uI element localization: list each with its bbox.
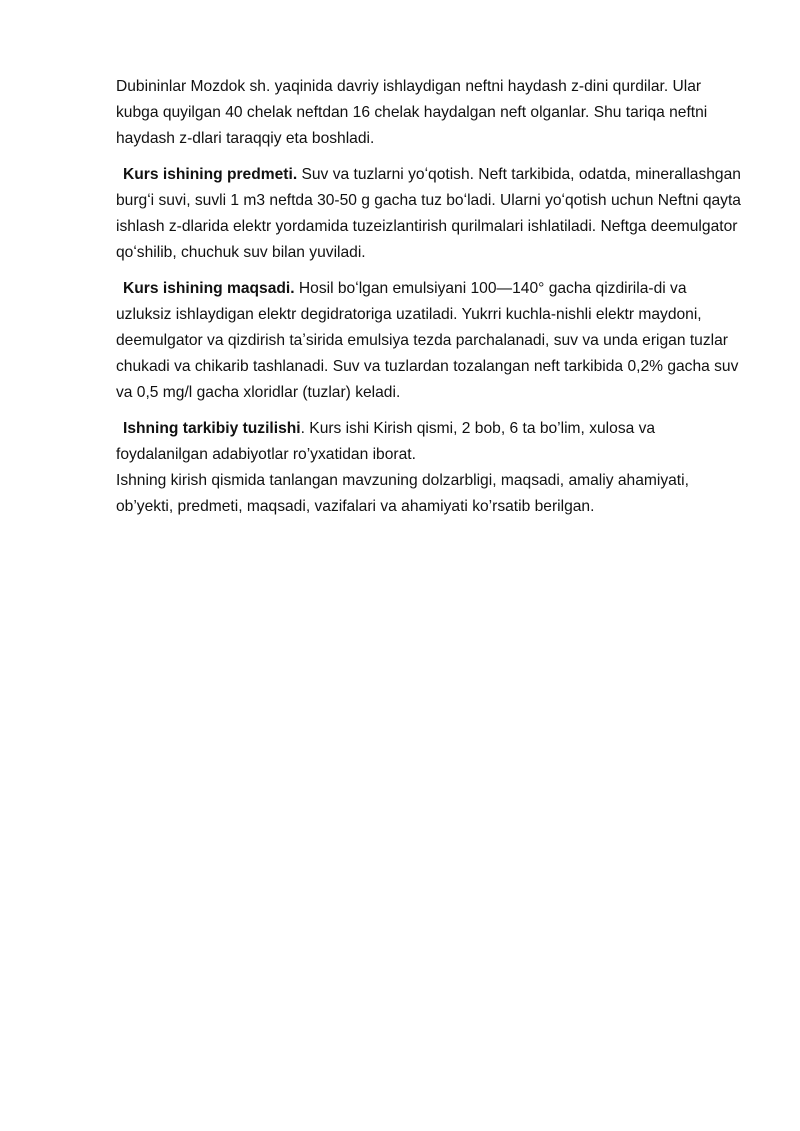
paragraph-goal [116,276,744,406]
document-body [116,74,744,520]
paragraph-text: Suv va tuzlarni yoʻqotish. Neft tarkibida, odatda, minerallashgan burgʻi suvi, suvli 1 m3 neftda 30-50 g gacha tuz boʻladi. Ularni yoʻqotish uchun Neftni qayta ishlash z-dlarida elektr yordamida tuzeizlantirish qurilmalari ishlatiladi. Neftga deemulgator qoʻshilib, chuchuk suv bilan yuviladi. [116,166,741,261]
paragraph-text: Hosil boʻlgan emulsiyani 100—140° gacha qizdirila-di va uzluksiz ishlaydigan elektr degidratoriga uzatiladi. Yukrri kuchla-nishli elektr maydoni, deemulgator va qizdirish taʼsirida emulsiya tezda parchalanadi, suv va unda erigan tuzlar chukadi va chikarib tashlanadi. Suv va tuzlardan tozalangan neft tarkibida 0,2% gacha suv va 0,5 mg/l gacha xloridlar (tuzlar) keladi. [116,280,739,401]
paragraph-text: Ishning kirish qismida tanlangan mavzuning dolzarbligi, maqsadi, amaliy ahamiyati, ob’yekti, predmeti, maqsadi, vazifalari va ahamiyati ko’rsatib berilgan. [116,472,689,515]
paragraph-structure [116,416,744,468]
paragraph-introduction [116,468,744,520]
paragraph-heading: Kurs ishining predmeti. [123,166,298,183]
paragraph-history [116,74,744,152]
paragraph-text: Dubininlar Mozdok sh. yaqinida davriy ishlaydigan neftni haydash z-dini qurdilar. Ular kubga quyilgan 40 chelak neftdan 16 chelak haydalgan neft olganlar. Shu tariqa neftni haydash z-dlari taraqqiy eta boshladi. [116,78,708,147]
paragraph-heading: Kurs ishining maqsadi. [123,280,295,297]
paragraph-heading: Ishning tarkibiy tuzilishi [123,420,301,437]
paragraph-subject [116,162,744,266]
paragraph-text: . Kurs ishi Kirish qismi, 2 bob, 6 ta bo’lim, xulosa va foydalanilgan adabiyotlar ro’yxatidan iborat. [116,420,656,463]
